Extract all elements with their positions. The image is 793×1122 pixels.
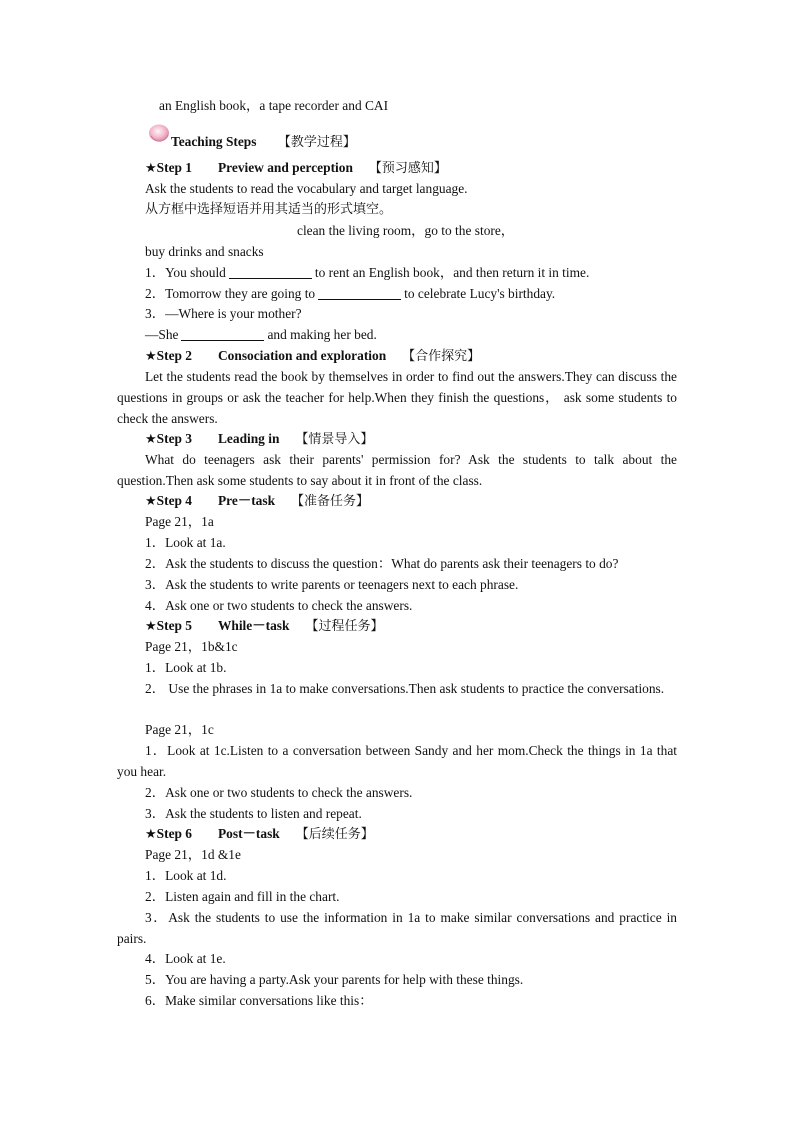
star-icon: ★ <box>145 494 157 509</box>
question-1 <box>145 263 677 284</box>
step-zh: 【准备任务】 <box>291 494 370 509</box>
step-zh: 【合作探究】 <box>402 349 481 364</box>
list-item: 1．Look at 1a. <box>145 535 226 550</box>
heading-zh: 【教学过程】 <box>277 135 356 150</box>
list-item: 3．Ask the students to listen and repeat. <box>145 806 362 821</box>
step-6-heading <box>145 824 677 846</box>
step-zh: 【过程任务】 <box>305 619 384 634</box>
list-item: 1．Look at 1b. <box>145 660 227 675</box>
list-item: 1．Look at 1c.Listen to a conversation between Sandy and her mom.Check the things in 1a that you hear. <box>117 743 677 779</box>
star-icon: ★ <box>145 827 157 842</box>
question-text: 2．Tomorrow they are going to <box>145 286 316 301</box>
list-item: 2．Ask one or two students to check the answers. <box>145 785 413 800</box>
step-title: Post－task <box>218 826 280 841</box>
list-item: 4．Look at 1e. <box>145 951 226 966</box>
step-label: Step 4 <box>156 493 192 508</box>
step-2-paragraph: Let the students read the book by themselves in order to find out the answers.They can discuss the questions in groups or ask the teacher for help.When they finish the questions， ask some students to check the answers. <box>117 369 677 426</box>
list-item: 2．Ask the students to discuss the question：What do parents ask their teenagers to do? <box>145 556 619 571</box>
step-zh: 【情景导入】 <box>295 432 374 447</box>
question-3-answer <box>145 325 677 346</box>
step-5-heading <box>145 616 677 638</box>
question-text: to celebrate Lucy's birthday. <box>404 286 556 301</box>
phrase-box-line-1: clean the living room，go to the store， <box>297 223 515 238</box>
step-4-page-ref: Page 21，1a <box>145 514 214 529</box>
answer-blank[interactable] <box>181 326 264 341</box>
step-6-page-ref: Page 21，1d &1e <box>145 847 241 862</box>
list-item: 3．Ask the students to use the information in 1a to make similar conversations and practice in pairs. <box>117 910 677 946</box>
step-title: While－task <box>218 618 290 633</box>
answer-blank[interactable] <box>229 264 312 279</box>
list-item: 1．Look at 1d. <box>145 868 227 883</box>
step-4-heading <box>145 491 677 513</box>
step-1-zh-instruction: 从方框中选择短语并用其适当的形式填空。 <box>145 202 393 217</box>
step-title: Preview and perception <box>218 160 353 175</box>
pink-flower-icon <box>147 122 171 146</box>
question-text: and making her bed. <box>267 327 377 342</box>
step-1-heading <box>145 158 677 180</box>
step-5-page-ref: Page 21，1b&1c <box>145 639 238 654</box>
star-icon: ★ <box>145 432 157 447</box>
list-item: 6．Make similar conversations like this： <box>145 993 373 1008</box>
step-1-instruction: Ask the students to read the vocabulary and target language. <box>145 181 468 196</box>
star-icon: ★ <box>145 349 157 364</box>
step-label: Step 1 <box>156 160 192 175</box>
step-zh: 【预习感知】 <box>368 161 447 176</box>
question-text: to rent an English book，and then return it in time. <box>314 265 590 280</box>
step-label: Step 6 <box>156 826 192 841</box>
question-3: 3．—Where is your mother? <box>145 306 302 321</box>
step-label: Step 3 <box>156 431 192 446</box>
step-label: Step 5 <box>156 618 192 633</box>
materials-line: an English book，a tape recorder and CAI <box>159 98 389 113</box>
star-icon: ★ <box>145 619 157 634</box>
step-3-paragraph: What do teenagers ask their parents' permission for? Ask the students to talk about the question.Then ask some students to say about it in front of the class. <box>117 452 677 488</box>
list-item: 4．Ask one or two students to check the answers. <box>145 598 413 613</box>
step-2-heading <box>145 346 677 368</box>
question-2 <box>145 284 677 305</box>
step-3-heading <box>145 429 677 451</box>
answer-blank[interactable] <box>318 285 401 300</box>
step-title: Consociation and exploration <box>218 348 387 363</box>
list-item: 3．Ask the students to write parents or teenagers next to each phrase. <box>145 577 519 592</box>
list-item: 2．Listen again and fill in the chart. <box>145 889 340 904</box>
list-item: 2． Use the phrases in 1a to make conversations.Then ask students to practice the conversations. <box>145 681 665 696</box>
step-label: Step 2 <box>156 348 192 363</box>
phrase-box-line-2: buy drinks and snacks <box>145 244 264 259</box>
step-title: Pre－task <box>218 493 276 508</box>
list-item: 5．You are having a party.Ask your parents for help with these things. <box>145 972 524 987</box>
step-5-page-ref-2: Page 21，1c <box>145 722 214 737</box>
teaching-steps-heading <box>171 132 703 154</box>
step-zh: 【后续任务】 <box>295 827 374 842</box>
question-text: 1．You should <box>145 265 226 280</box>
star-icon: ★ <box>145 161 157 176</box>
question-text: —She <box>145 327 179 342</box>
heading-title: Teaching Steps <box>171 134 257 149</box>
step-title: Leading in <box>218 431 280 446</box>
